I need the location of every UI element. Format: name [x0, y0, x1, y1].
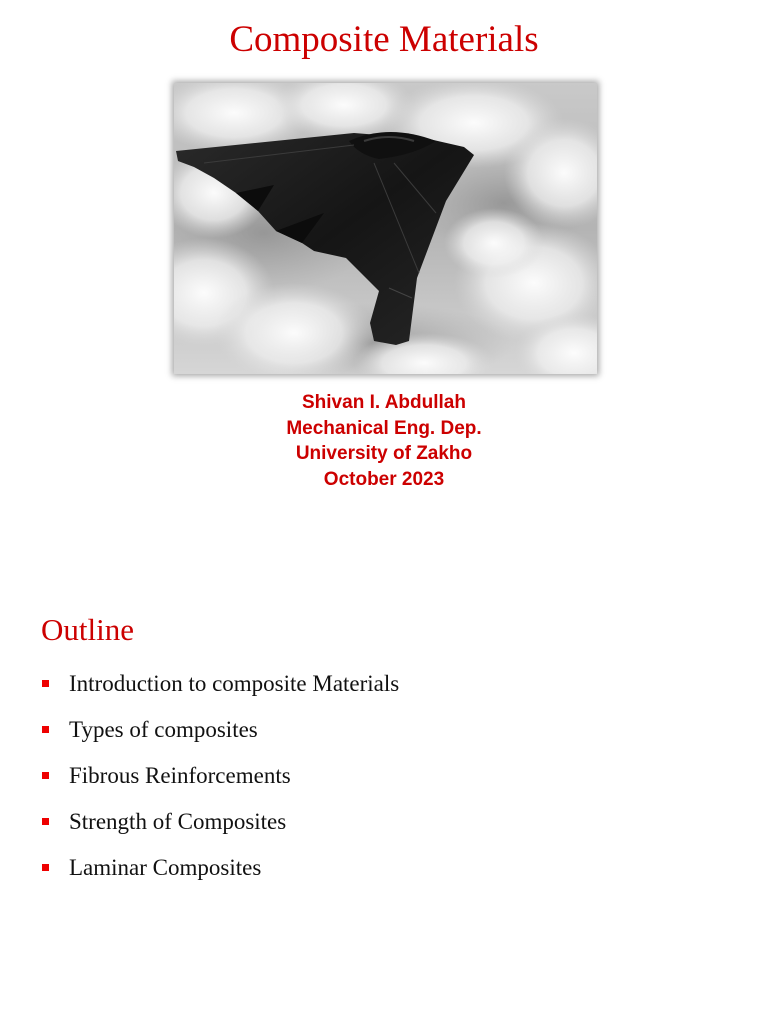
author-name: Shivan I. Abdullah	[302, 392, 466, 413]
bullet-icon	[42, 726, 49, 733]
bullet-icon	[42, 772, 49, 779]
outline-list	[40, 668, 720, 898]
slide-title: Composite Materials	[229, 19, 539, 60]
list-item	[40, 714, 720, 760]
list-item-text: Fibrous Reinforcements	[69, 763, 291, 788]
author-department: Mechanical Eng. Dep.	[286, 417, 482, 439]
author-info	[0, 390, 768, 492]
stealth-bomber-image	[174, 83, 597, 374]
list-item-text: Laminar Composites	[69, 855, 262, 880]
list-item-text: Strength of Composites	[69, 809, 287, 834]
bullet-icon	[42, 864, 49, 871]
author-university: University of Zakho	[295, 443, 473, 464]
presentation-date: October 2023	[323, 468, 445, 490]
list-item	[40, 806, 720, 852]
stealth-bomber-photo	[174, 83, 597, 374]
list-item-text: Introduction to composite Materials	[69, 671, 400, 696]
outline-heading: Outline	[41, 612, 134, 647]
list-item	[40, 760, 720, 806]
list-item	[40, 668, 720, 714]
bullet-icon	[42, 680, 49, 687]
bullet-icon	[42, 818, 49, 825]
list-item-text: Types of composites	[69, 717, 258, 742]
list-item	[40, 852, 720, 898]
